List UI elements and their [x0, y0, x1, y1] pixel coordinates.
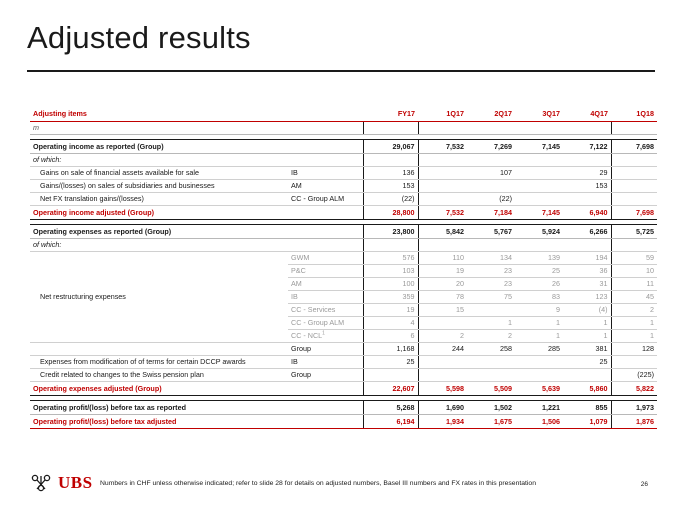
page-title: Adjusted results — [27, 20, 251, 55]
cell-value: 7,532 — [418, 205, 467, 219]
cell-value — [611, 166, 657, 179]
cell-value: 136 — [363, 166, 418, 179]
division-label: CC - Group ALM — [288, 316, 363, 329]
cell-value: 5,924 — [515, 224, 563, 238]
cell-value — [418, 316, 467, 329]
cell-value: 134 — [467, 251, 515, 264]
table-header-row — [30, 107, 657, 121]
row-label: Credit related to changes to the Swiss pension plan — [30, 368, 288, 381]
cell-value: 29,067 — [363, 139, 418, 153]
cell-value: 22,607 — [363, 381, 418, 395]
row-label: Operating profit/(loss) before tax adjusted — [30, 414, 288, 428]
cell-value — [563, 368, 611, 381]
cell-value — [467, 179, 515, 192]
cell-value: 4 — [363, 316, 418, 329]
cell-value: 2 — [418, 329, 467, 342]
column-header: 1Q17 — [418, 107, 467, 121]
cell-value: 5,860 — [563, 381, 611, 395]
cell-value — [515, 355, 563, 368]
row-label: Gains on sale of financial assets available for sale — [30, 166, 288, 179]
ubs-wordmark: UBS — [58, 473, 93, 492]
cell-value: 7,145 — [515, 205, 563, 219]
division-label: IB — [288, 290, 363, 303]
table-row — [30, 400, 657, 414]
cell-value: 10 — [611, 264, 657, 277]
cell-value: 25 — [363, 355, 418, 368]
division-label: IB — [288, 166, 363, 179]
cell-value — [467, 368, 515, 381]
row-label: Operating profit/(loss) before tax as reported — [30, 400, 288, 414]
cell-value: 103 — [363, 264, 418, 277]
row-label: Operating income adjusted (Group) — [30, 205, 288, 219]
division-label: Group — [288, 342, 363, 355]
column-header: 4Q17 — [563, 107, 611, 121]
cell-value: 123 — [563, 290, 611, 303]
cell-value: 1 — [611, 329, 657, 342]
cell-value: 6,266 — [563, 224, 611, 238]
row-label-empty — [30, 342, 288, 355]
cell-value: 1 — [467, 316, 515, 329]
cell-value: 7,145 — [515, 139, 563, 153]
cell-value — [467, 355, 515, 368]
row-label: Operating income as reported (Group) — [30, 139, 288, 153]
row-label: Net FX translation gains/(losses) — [30, 192, 288, 205]
cell-value: (22) — [363, 192, 418, 205]
column-header: 3Q17 — [515, 107, 563, 121]
cell-value: 100 — [363, 277, 418, 290]
cell-value: 19 — [418, 264, 467, 277]
cell-value: (22) — [467, 192, 515, 205]
cell-value — [563, 192, 611, 205]
table-row — [30, 355, 657, 368]
cell-value — [418, 179, 467, 192]
table-row — [30, 205, 657, 219]
table-row — [30, 139, 657, 153]
cell-value: 25 — [563, 355, 611, 368]
cell-value: 7,184 — [467, 205, 515, 219]
division-label: IB — [288, 355, 363, 368]
ubs-logo — [28, 473, 93, 493]
cell-value: (4) — [563, 303, 611, 316]
cell-value — [418, 166, 467, 179]
cell-value: 244 — [418, 342, 467, 355]
unit-label: m — [30, 121, 288, 134]
cell-value: 19 — [363, 303, 418, 316]
cell-value: 1,690 — [418, 400, 467, 414]
title-divider — [27, 70, 655, 72]
table-row — [30, 179, 657, 192]
cell-value: 31 — [563, 277, 611, 290]
table-row — [30, 224, 657, 238]
column-header: FY17 — [363, 107, 418, 121]
cell-value: 1 — [611, 316, 657, 329]
cell-value: 6 — [363, 329, 418, 342]
cell-value: 1 — [515, 329, 563, 342]
adjusting-items-table — [30, 107, 657, 429]
cell-value: 78 — [418, 290, 467, 303]
cell-value: 59 — [611, 251, 657, 264]
table-row — [30, 166, 657, 179]
division-label: AM — [288, 179, 363, 192]
cell-value: 194 — [563, 251, 611, 264]
cell-value: 26 — [515, 277, 563, 290]
cell-value: 359 — [363, 290, 418, 303]
row-label: Operating expenses as reported (Group) — [30, 224, 288, 238]
cell-value: 153 — [363, 179, 418, 192]
cell-value: 5,725 — [611, 224, 657, 238]
cell-value: 1 — [563, 316, 611, 329]
cell-value: 285 — [515, 342, 563, 355]
cell-value: 5,842 — [418, 224, 467, 238]
cell-value: 128 — [611, 342, 657, 355]
cell-value: 107 — [467, 166, 515, 179]
footnote: Numbers in CHF unless otherwise indicated; refer to slide 28 for details on adjusted numbers, Basel III numbers and FX rates in this presentation — [100, 480, 536, 487]
division-label: GWM — [288, 251, 363, 264]
cell-value — [418, 192, 467, 205]
column-header: 1Q18 — [611, 107, 657, 121]
division-label: CC - Group ALM — [288, 192, 363, 205]
division-label: Group — [288, 368, 363, 381]
cell-value: 15 — [418, 303, 467, 316]
cell-value: 23 — [467, 264, 515, 277]
cell-value: 7,122 — [563, 139, 611, 153]
cell-value: 1,973 — [611, 400, 657, 414]
footnote-marker: 1 — [322, 330, 325, 337]
cell-value — [515, 368, 563, 381]
cell-value: 1,502 — [467, 400, 515, 414]
cell-value: 1 — [563, 329, 611, 342]
cell-value: 258 — [467, 342, 515, 355]
table-row — [30, 368, 657, 381]
cell-value: 75 — [467, 290, 515, 303]
of-which-label: of which: — [30, 153, 288, 166]
cell-value: 83 — [515, 290, 563, 303]
cell-value — [515, 192, 563, 205]
cell-value: 28,800 — [363, 205, 418, 219]
cell-value — [611, 192, 657, 205]
cell-value: 5,639 — [515, 381, 563, 395]
cell-value: 2 — [467, 329, 515, 342]
cell-value: 153 — [563, 179, 611, 192]
column-header — [288, 107, 363, 121]
cell-value: 45 — [611, 290, 657, 303]
column-header: Adjusting items — [30, 107, 288, 121]
cell-value: 855 — [563, 400, 611, 414]
division-label: AM — [288, 277, 363, 290]
restructuring-group — [30, 251, 657, 355]
cell-value — [611, 355, 657, 368]
cell-value: 2 — [611, 303, 657, 316]
ubs-three-keys-icon — [28, 473, 54, 493]
cell-value: 36 — [563, 264, 611, 277]
cell-value: 5,767 — [467, 224, 515, 238]
cell-value — [515, 166, 563, 179]
row-label: Operating expenses adjusted (Group) — [30, 381, 288, 395]
cell-value: 576 — [363, 251, 418, 264]
of-which-label: of which: — [30, 238, 288, 251]
cell-value: 9 — [515, 303, 563, 316]
row-label: Expenses from modification of of terms for certain DCCP awards — [30, 355, 288, 368]
cell-value: 1,221 — [515, 400, 563, 414]
cell-value: 139 — [515, 251, 563, 264]
cell-value: (225) — [611, 368, 657, 381]
cell-value: 381 — [563, 342, 611, 355]
table-row — [30, 381, 657, 395]
table-row — [30, 342, 657, 355]
cell-value — [467, 303, 515, 316]
cell-value: 5,509 — [467, 381, 515, 395]
cell-value: 1,876 — [611, 414, 657, 428]
cell-value: 25 — [515, 264, 563, 277]
division-label: P&C — [288, 264, 363, 277]
cell-value — [363, 368, 418, 381]
unit-row — [30, 121, 657, 134]
division-label: CC - Services — [288, 303, 363, 316]
column-header: 2Q17 — [467, 107, 515, 121]
cell-value: 1,506 — [515, 414, 563, 428]
cell-value: 110 — [418, 251, 467, 264]
cell-value: 6,940 — [563, 205, 611, 219]
table-row — [30, 238, 657, 251]
cell-value: 6,194 — [363, 414, 418, 428]
cell-value: 1,079 — [563, 414, 611, 428]
table-row — [30, 414, 657, 428]
cell-value: 1,934 — [418, 414, 467, 428]
cell-value: 1,168 — [363, 342, 418, 355]
cell-value: 29 — [563, 166, 611, 179]
cell-value: 23 — [467, 277, 515, 290]
table-row — [30, 153, 657, 166]
cell-value: 7,269 — [467, 139, 515, 153]
table-row — [30, 192, 657, 205]
cell-value — [418, 355, 467, 368]
cell-value — [418, 368, 467, 381]
cell-value: 1,675 — [467, 414, 515, 428]
cell-value — [515, 179, 563, 192]
cell-value — [611, 179, 657, 192]
cell-value: 20 — [418, 277, 467, 290]
cell-value: 5,268 — [363, 400, 418, 414]
cell-value: 5,822 — [611, 381, 657, 395]
cell-value: 23,800 — [363, 224, 418, 238]
row-label: Net restructuring expenses — [30, 251, 288, 342]
cell-value: 1 — [515, 316, 563, 329]
division-label: CC - NCL$^1$ — [288, 329, 363, 342]
cell-value: 5,598 — [418, 381, 467, 395]
cell-value: 7,532 — [418, 139, 467, 153]
table-row — [30, 251, 657, 264]
row-label: Gains/(losses) on sales of subsidiaries and businesses — [30, 179, 288, 192]
cell-value: 7,698 — [611, 139, 657, 153]
cell-value: 7,698 — [611, 205, 657, 219]
page-number: 26 — [640, 481, 648, 488]
cell-value: 11 — [611, 277, 657, 290]
